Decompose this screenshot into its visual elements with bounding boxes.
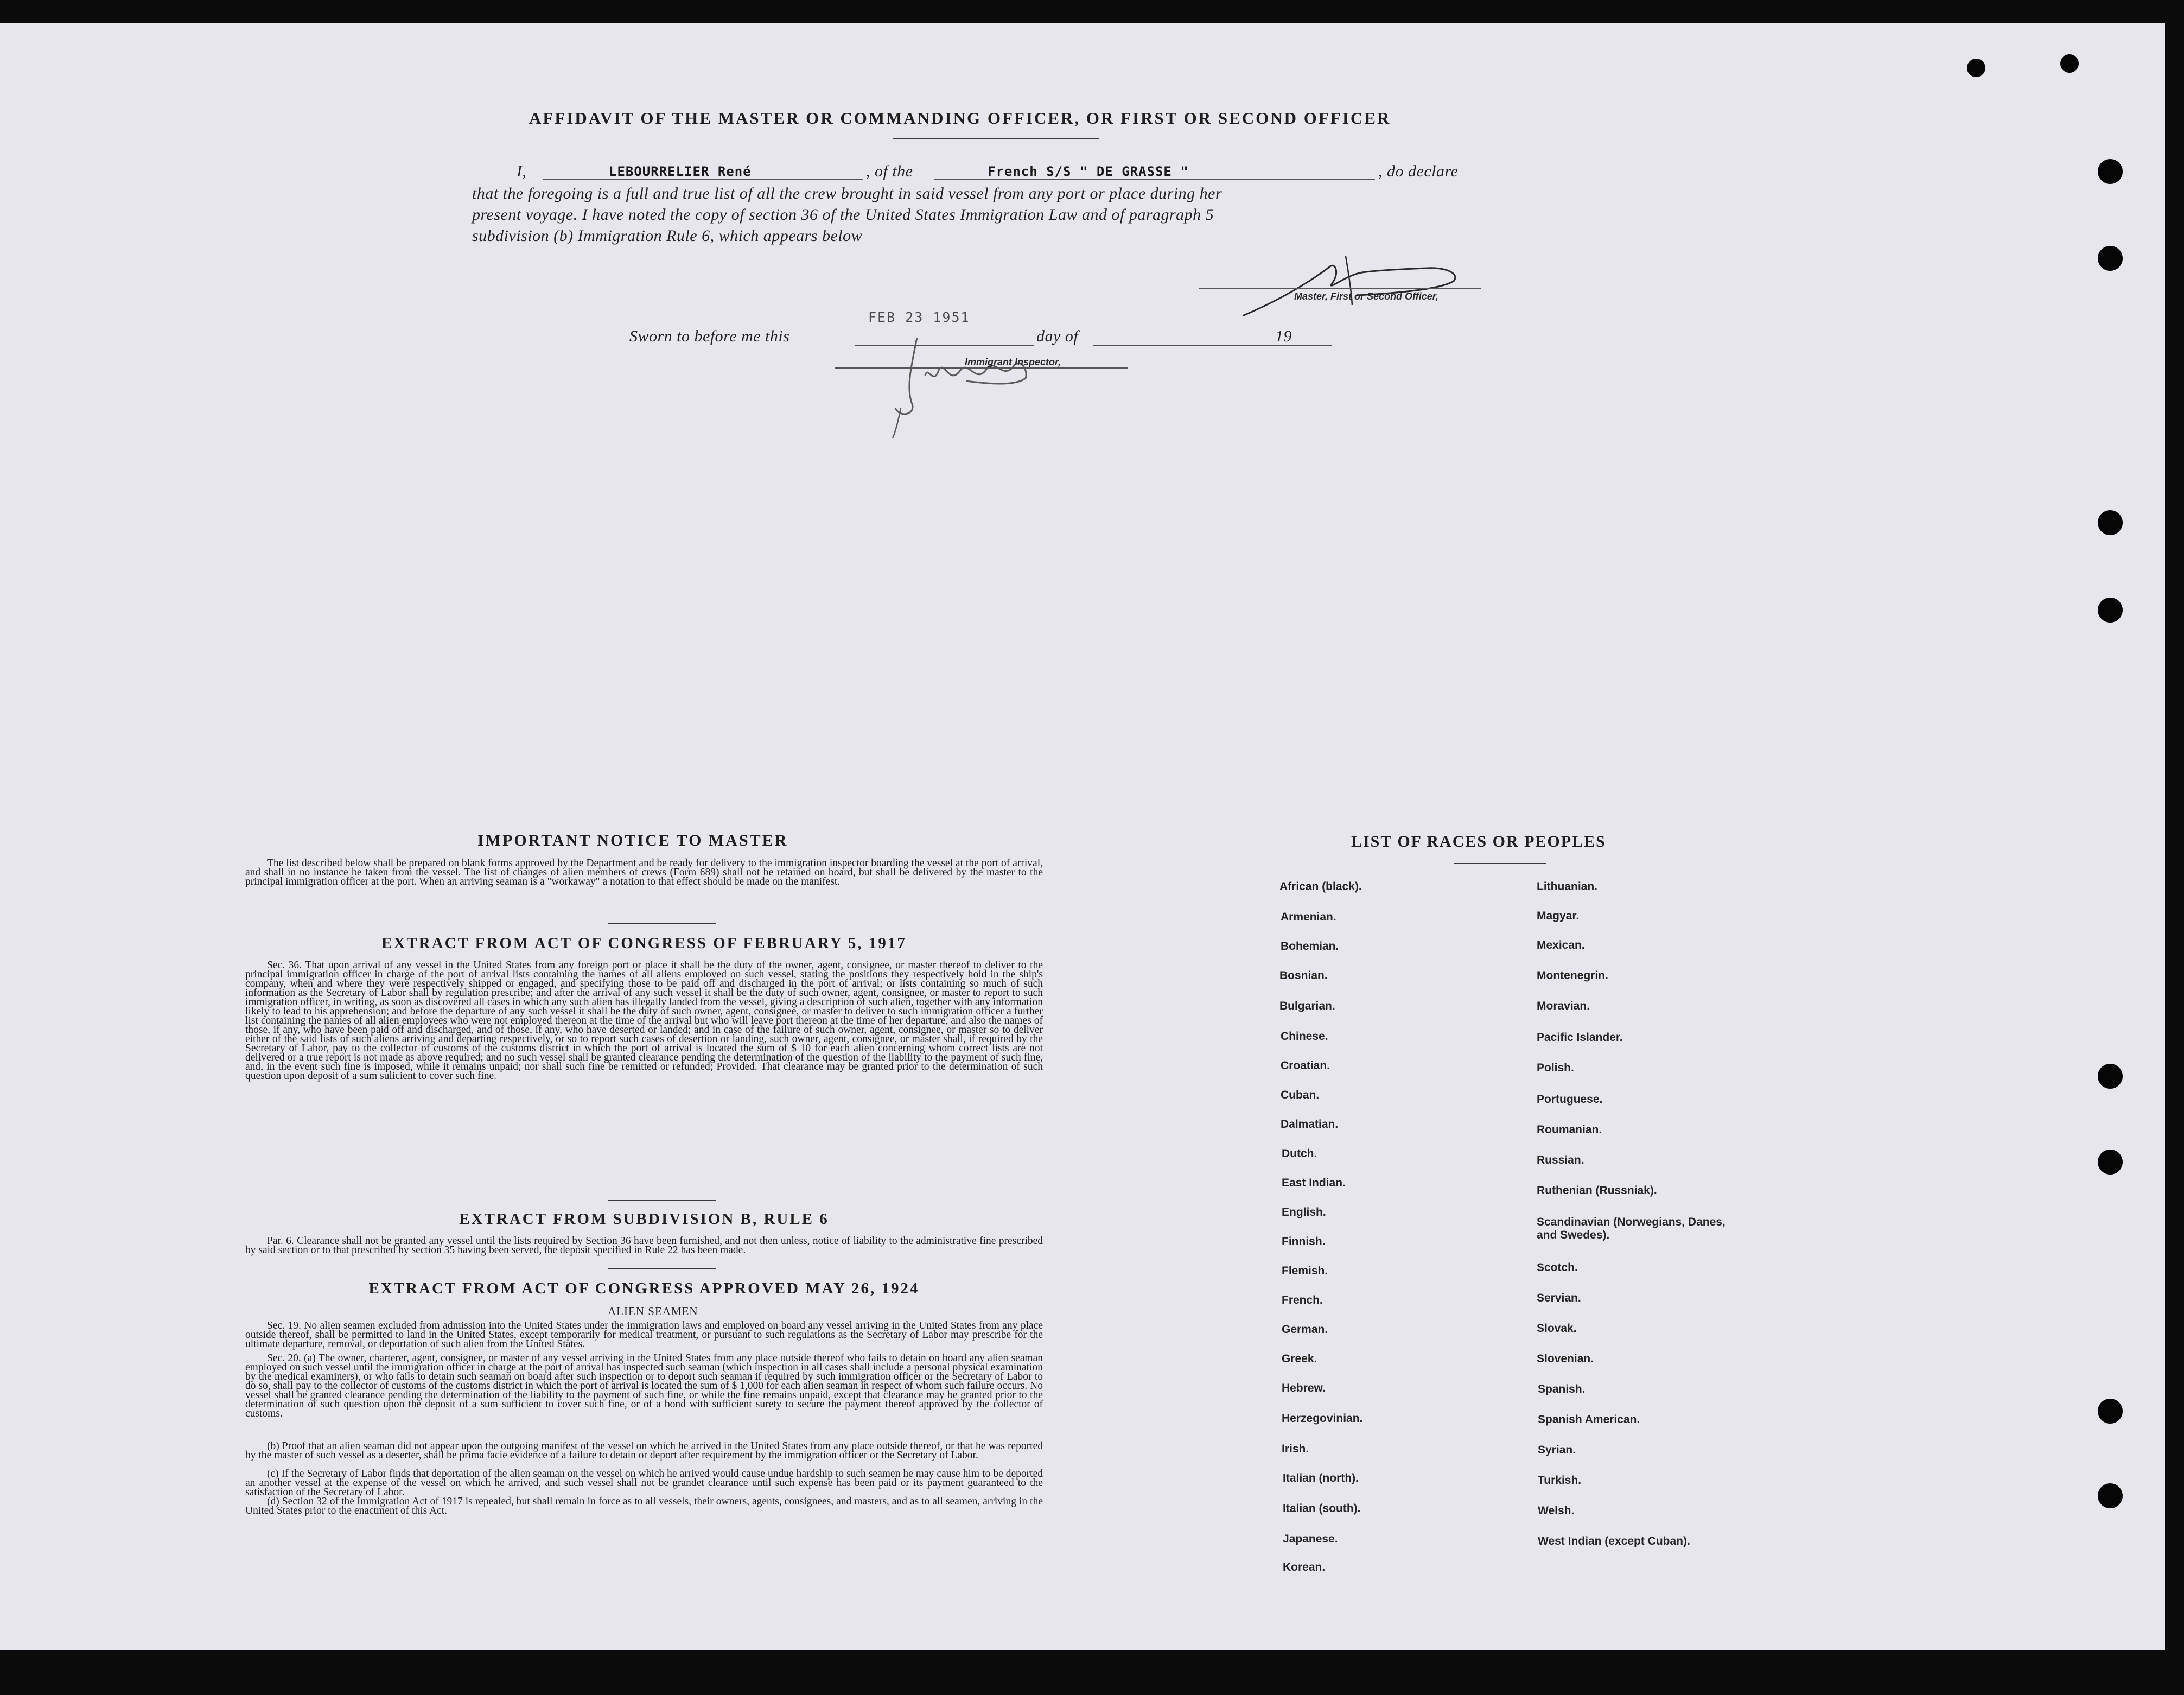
race-item-french: French. xyxy=(1282,1294,1323,1306)
race-item-armenian: Armenian. xyxy=(1281,911,1336,923)
extract-1924-sec20d: (d) Section 32 of the Immigration Act of 1917 is repealed, but shall remain in force as to all vessels, their owners, agents, consignees, and masters, and as to all seamen, arriving in the United States prior to the enactment of this Act. xyxy=(245,1496,1043,1516)
sworn-label: Sworn to before me this xyxy=(629,327,790,345)
race-item-polish: Polish. xyxy=(1537,1062,1574,1074)
race-item-spanish-american: Spanish American. xyxy=(1538,1413,1640,1426)
race-item-herzegovinian: Herzegovinian. xyxy=(1282,1412,1363,1425)
race-item-ruthenian: Ruthenian (Russniak). xyxy=(1537,1184,1657,1197)
race-item-turkish: Turkish. xyxy=(1538,1474,1582,1487)
race-item-montenegrin: Montenegrin. xyxy=(1537,969,1608,982)
race-item-bulgarian: Bulgarian. xyxy=(1279,1000,1335,1012)
punch-hole xyxy=(2098,246,2123,271)
extract-1924-sec20b: (b) Proof that an alien seaman did not appear upon the outgoing manifest of the vessel on which he arrived in the United States from any place outside thereof, or that he was reported by the master of such vessel as a deserter, shall be prima facie evidence of a failure to detain or deport after requirement by the immigration officer or the Secretary of Labor. xyxy=(245,1440,1043,1461)
notice-heading: IMPORTANT NOTICE TO MASTER xyxy=(477,831,788,849)
section-rule xyxy=(608,923,716,924)
heading-rule xyxy=(893,138,1099,139)
officer-signature xyxy=(1237,251,1487,321)
race-item-bosnian: Bosnian. xyxy=(1279,969,1328,982)
race-item-dutch: Dutch. xyxy=(1282,1147,1317,1160)
day-of-label: day of xyxy=(1036,327,1079,345)
race-item-finnish: Finnish. xyxy=(1282,1235,1326,1248)
races-heading-rule xyxy=(1454,863,1546,864)
race-item-chinese: Chinese. xyxy=(1281,1030,1328,1043)
extract-rule6-heading: EXTRACT FROM SUBDIVISION B, RULE 6 xyxy=(459,1210,829,1228)
race-item-bohemian: Bohemian. xyxy=(1281,940,1339,953)
inspector-caption: Immigrant Inspector, xyxy=(965,357,1061,367)
race-item-west-indian: West Indian (except Cuban). xyxy=(1538,1535,1690,1547)
race-item-syrian: Syrian. xyxy=(1538,1444,1576,1456)
race-item-korean: Korean. xyxy=(1283,1561,1326,1573)
vessel-fill-line xyxy=(934,179,1375,180)
race-item-lithuanian: Lithuanian. xyxy=(1537,880,1597,893)
race-item-moravian: Moravian. xyxy=(1537,1000,1590,1012)
section-rule xyxy=(608,1268,716,1269)
punch-hole xyxy=(2098,510,2123,535)
section-rule xyxy=(608,1200,716,1201)
document-page xyxy=(0,23,2165,1650)
extract-1924-heading: EXTRACT FROM ACT OF CONGRESS APPROVED MAY 26, 1924 xyxy=(368,1280,920,1297)
punch-hole xyxy=(2098,1064,2123,1089)
notice-intro: The list described below shall be prepared on blank forms approved by the Department and be ready for delivery to the immigration inspector boarding the vessel at the port of arrival, and shall in no instance be taken from the vessel. The list of changes of alien members of crews (Form 689) shall not be retained on board, but shall be delivered by the master to the principal immigration officer at the port. When an arriving seaman is a "workaway" a notation to that effect should be made on the manifest. xyxy=(245,858,1043,887)
race-item-russian: Russian. xyxy=(1537,1154,1584,1166)
punch-hole xyxy=(2098,159,2123,184)
race-item-greek: Greek. xyxy=(1282,1353,1317,1365)
race-item-slovenian: Slovenian. xyxy=(1537,1353,1594,1365)
race-item-japanese: Japanese. xyxy=(1283,1533,1338,1545)
race-item-german: German. xyxy=(1282,1323,1328,1336)
master-name: LEBOURRELIER René xyxy=(609,164,752,179)
race-item-italian-north: Italian (north). xyxy=(1283,1472,1359,1484)
race-item-spanish: Spanish. xyxy=(1538,1383,1586,1395)
do-declare-label: , do declare xyxy=(1378,162,1459,180)
vessel-name: French S/S " DE GRASSE " xyxy=(988,164,1189,179)
punch-hole xyxy=(2098,1399,2123,1424)
year-prefix: 19 xyxy=(1275,327,1292,345)
affidavit-line-2: that the foregoing is a full and true list of all the crew brought in said vessel from any port or place during her xyxy=(472,185,1222,202)
officer-caption: Master, First or Second Officer, xyxy=(1294,291,1438,302)
affidavit-line-3: present voyage. I have noted the copy of section 36 of the United States Immigration Law and of paragraph 5 xyxy=(472,206,1214,224)
extract-1924-sec20c: (c) If the Secretary of Labor finds that deportation of the alien seaman on the vessel on which he arrived would cause undue hardship to such seamen he may cause him to be deported an another vessel at the expense of the vessel on which he arrived, and such vessel shall not be grandet clearance until such expense has been paid or its payment guaranteed to the satisfaction of the Secretary of Labor. xyxy=(245,1468,1043,1498)
race-item-east-indian: East Indian. xyxy=(1282,1177,1346,1189)
punch-hole xyxy=(1967,59,1985,77)
date-stamp: FEB 23 1951 xyxy=(868,309,970,325)
race-item-irish: Irish. xyxy=(1282,1443,1309,1455)
race-item-mexican: Mexican. xyxy=(1537,939,1585,951)
race-item-dalmatian: Dalmatian. xyxy=(1281,1118,1339,1131)
race-item-african: African (black). xyxy=(1279,880,1362,893)
punch-hole xyxy=(2060,54,2079,73)
extract-rule6-text: Par. 6. Clearance shall not be granted any vessel until the lists required by Section 36 have been furnished, and not then unless, notice of liability to the administrative fine prescribed by said section or to that prescribed by section 35 having been served, the deposit specified in Rule 22 has been made. xyxy=(245,1235,1043,1256)
punch-hole xyxy=(2098,598,2123,623)
race-item-welsh: Welsh. xyxy=(1538,1504,1575,1517)
race-item-scotch: Scotch. xyxy=(1537,1261,1578,1274)
race-item-flemish: Flemish. xyxy=(1282,1265,1328,1277)
race-item-croatian: Croatian. xyxy=(1281,1059,1330,1072)
race-item-magyar: Magyar. xyxy=(1537,910,1580,922)
of-the-label: , of the xyxy=(866,162,913,180)
extract-1917-text: Sec. 36. That upon arrival of any vessel in the United States from any foreign port or place it shall be the duty of the owner, agent, consignee, or master thereof to deliver to the principal immigration officer in charge of the port of arrival lists containing the names of all aliens employed on such vessel, stating the positions they respectively hold in the ship's company, when and where they were respectively shipped or engaged, and specifying those to be paid off and discharged in the port of arrival; or lists containing so much of such information as the Secretary of Labor shall by regulation prescribe; and after the arrival of any such vessel it shall be the duty of such owner, agent, consignee, or master to report to such immigration officer, in writing, as soon as discovered all cases in which any such alien has illegally landed from the vessel, giving a description of such alien, together with any information likely to lead to his apprehension; and before the departure of any such vessel it shall be the duty of such owner, agent, consignee, or master to deliver to such immigration officer a further list containing the names of all alien employees who were not employed thereon at the time of the arrival but who will leave port thereon at the time of her departure, and also the names of those, if any, who have been paid off and discharged, and of those, if any, who have deserted or landed; and in case of the failure of such owner, agent, consignee, or master so to deliver either of the said lists of such aliens arriving and departing respectively, or so to report such cases of desertion or landing, such owner, agent, consignee, or master shall, if required by the Secretary of Labor, pay to the collector of customs of the customs district in which the port of arrival is located the sum of $ 10 for each alien concerning whom correct lists are not delivered or a true report is not made as above required; and no such vessel shall be granted clearance pending the determination of the question of the liability to the payment of such fine, and, in the event such fine is imposed, while it remains unpaid; nor shall such fine be remitted or refunded; Provided. That clearance may be granted prior to the determination of such question upon deposit of a sum sulicient to cover such fine. xyxy=(245,960,1043,1082)
extract-1924-sec19: Sec. 19. No alien seamen excluded from admission into the United States under the immigration laws and employed on board any vessel arriving in the United States from any place outside thereof, shall be permitted to land in the United States, except temporarily for medical treatment, or pursuant to such regulations as the Secretary of Labor may prescribe for the ultimate departure, removal, or deportation of such alien from the United States. xyxy=(245,1320,1043,1350)
race-item-servian: Servian. xyxy=(1537,1292,1581,1304)
inspector-signature xyxy=(879,327,1074,441)
punch-hole xyxy=(2098,1150,2123,1175)
race-item-scandinavian: Scandinavian (Norwegians, Danes, and Swedes). xyxy=(1537,1216,1725,1241)
race-item-pacific-islander: Pacific Islander. xyxy=(1537,1031,1623,1044)
race-item-roumanian: Roumanian. xyxy=(1537,1123,1602,1136)
officer-signature-line xyxy=(1199,288,1481,289)
affidavit-line-4: subdivision (b) Immigration Rule 6, which appears below xyxy=(472,227,863,245)
race-item-italian-south: Italian (south). xyxy=(1283,1502,1361,1515)
extract-1924-sec20a: Sec. 20. (a) The owner, charterer, agent, consignee, or master of any vessel arriving in the United States from any place outside thereof who fails to detain on board any alien seaman employed on such vessel until the immigration officer in charge at the port of arrival has inspected such seaman (which inspection in all cases shall include a personal physical examination by the medical examiners), or who fails to detain such seaman on board after such inspection or to deport such seaman if required by such immigration officer or the Secretary of Labor to do so, shall pay to the collector of customs of the customs district in which the port of arrival is located the sum of $ 1,000 for each alien seaman in respect of whom such failure occurs. No vessel shall be granted clearance pending the determination of the liability to the payment of such fine, or while the fine remains unpaid, except that clearance may be granted prior to the determination of such question upon the deposit of a sum sufficient to cover such fine, or of a bond with sufficient surety to secure the payment thereof approved by the collector of customs. xyxy=(245,1353,1043,1419)
race-item-english: English. xyxy=(1282,1206,1326,1218)
race-item-hebrew: Hebrew. xyxy=(1282,1382,1326,1394)
name-fill-line xyxy=(543,179,863,180)
month-fill-line xyxy=(1093,345,1332,346)
races-heading: LIST OF RACES OR PEOPLES xyxy=(1351,833,1606,850)
extract-1917-heading: EXTRACT FROM ACT OF CONGRESS OF FEBRUARY 5, 1917 xyxy=(381,935,907,952)
affidavit-heading: AFFIDAVIT OF THE MASTER OR COMMANDING OFFICER, OR FIRST OR SECOND OFFICER xyxy=(529,109,1391,128)
punch-hole xyxy=(2098,1483,2123,1508)
alien-seamen-subheading: ALIEN SEAMEN xyxy=(608,1305,698,1318)
race-item-cuban: Cuban. xyxy=(1281,1089,1320,1101)
i-label: I, xyxy=(517,162,527,180)
race-item-slovak: Slovak. xyxy=(1537,1322,1577,1335)
race-item-portuguese: Portuguese. xyxy=(1537,1093,1603,1106)
